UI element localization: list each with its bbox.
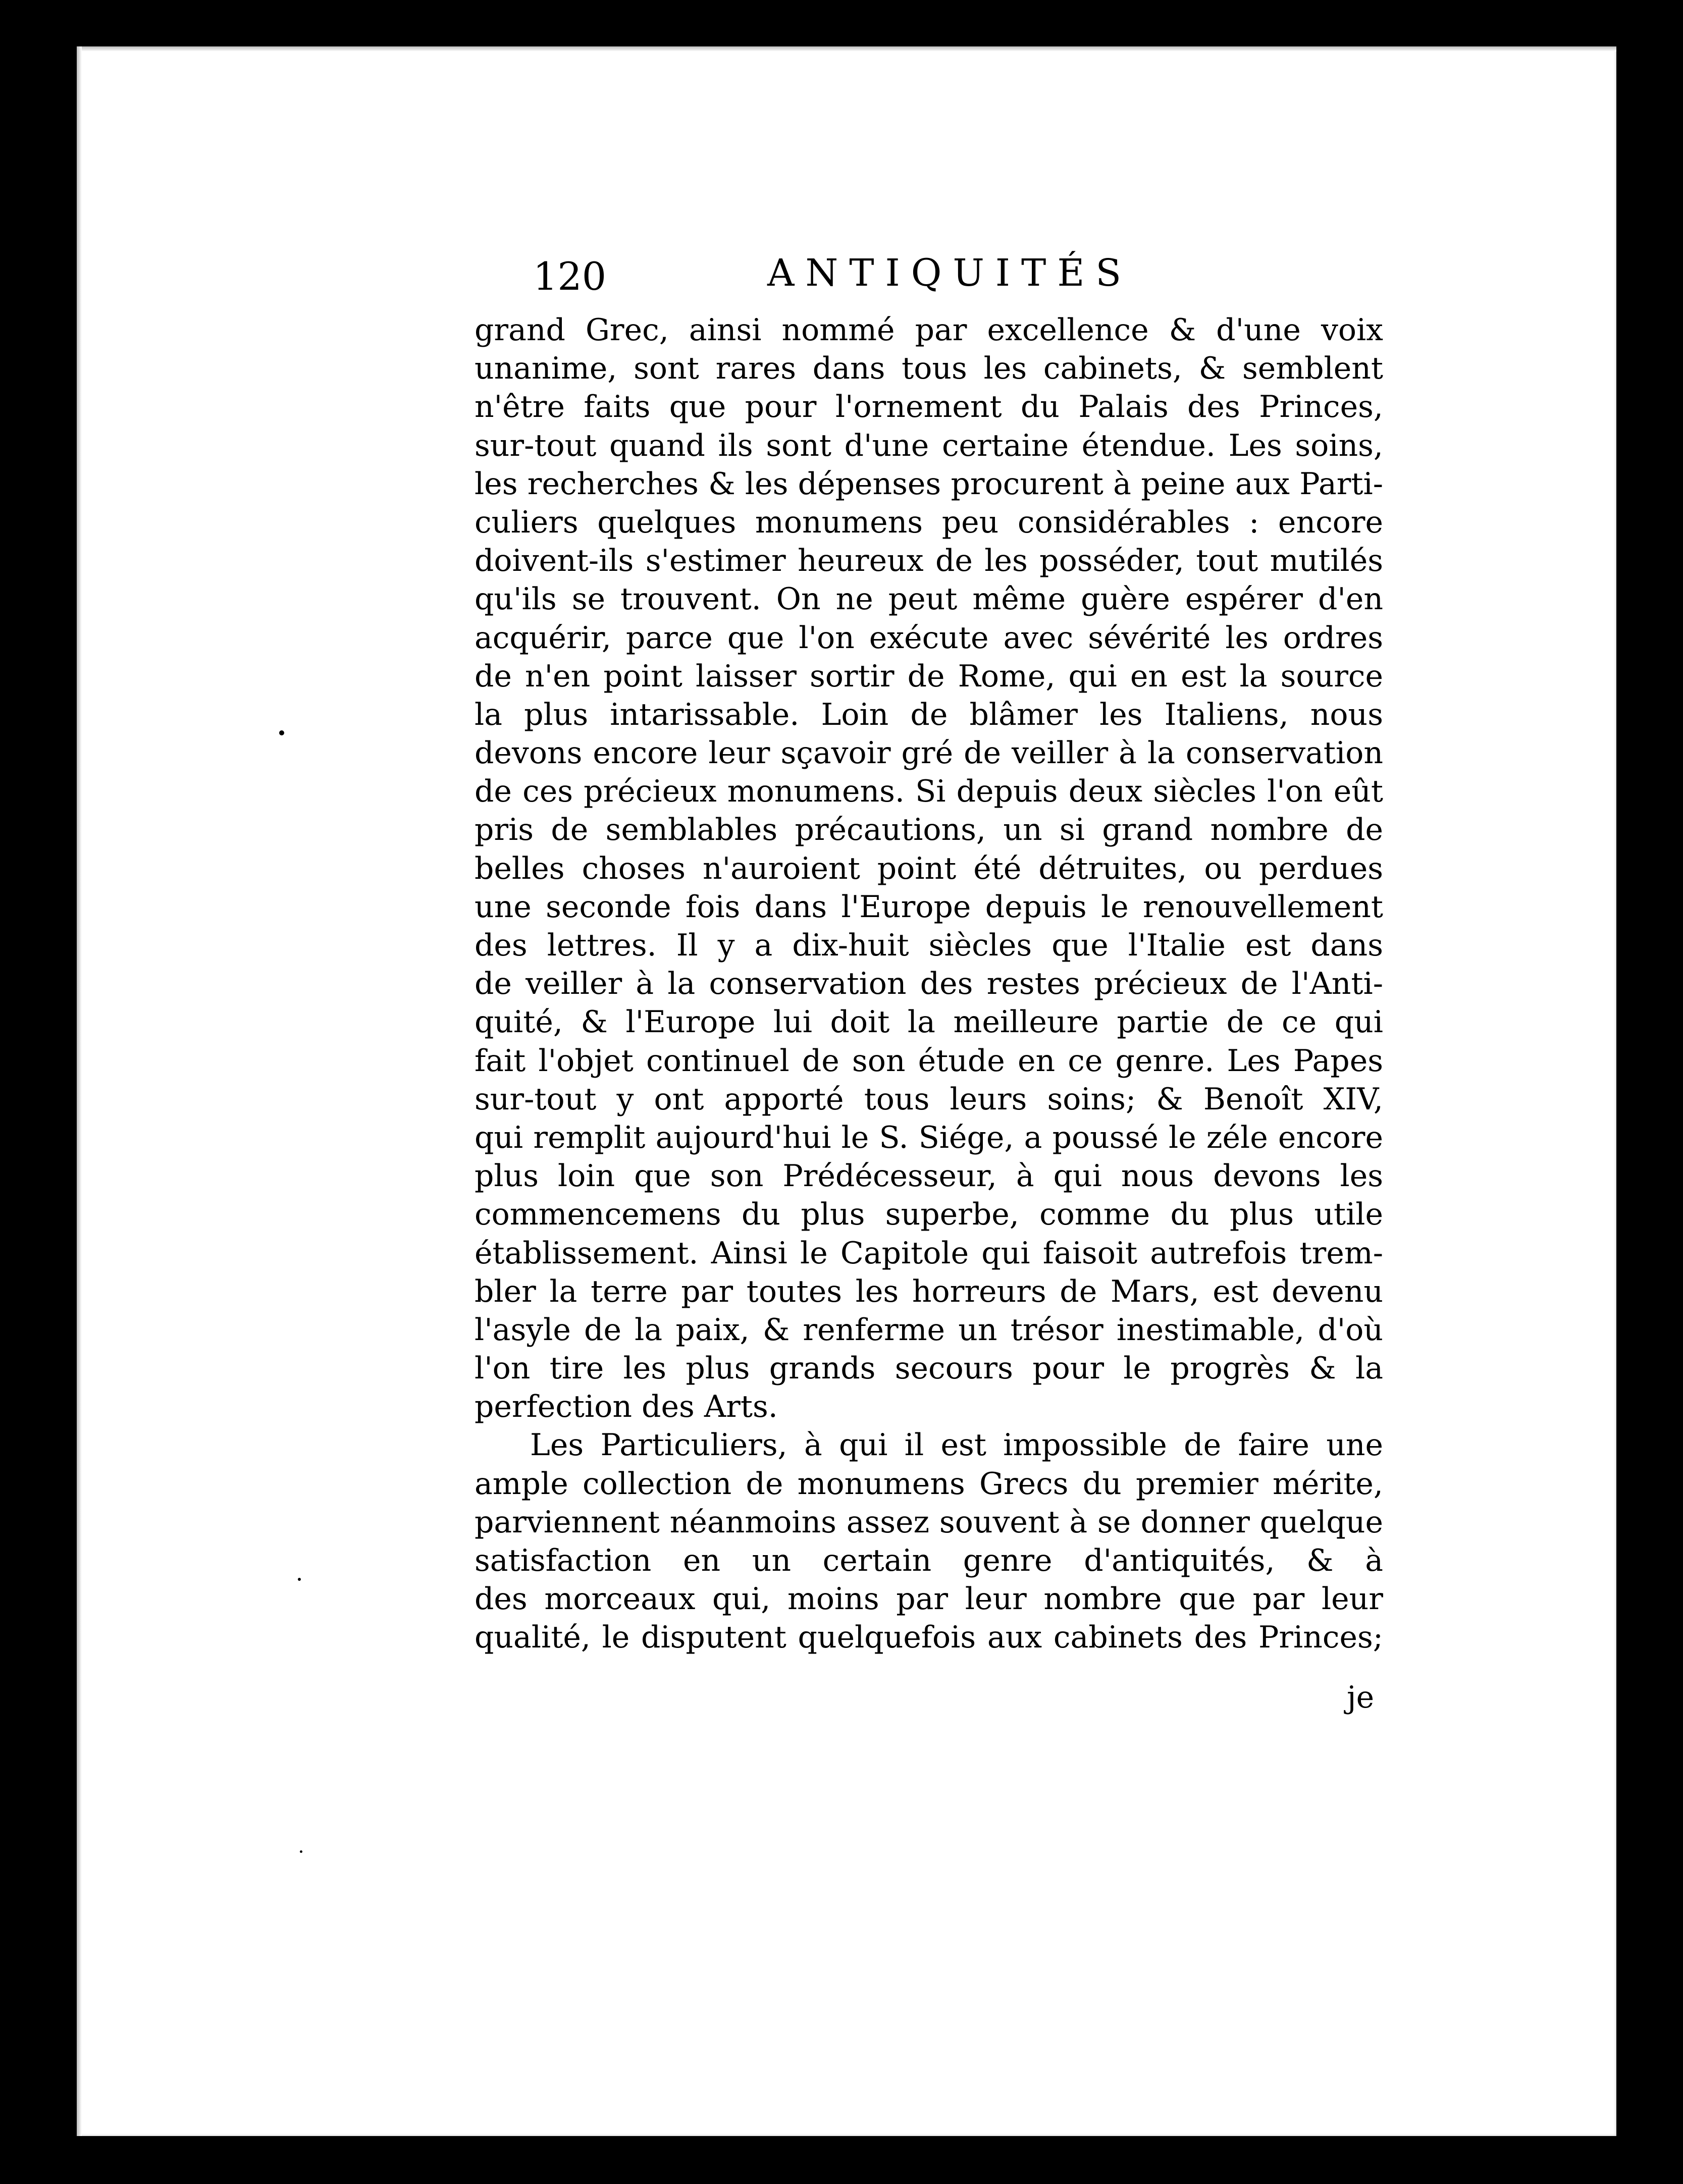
- text-line: de n'en point laisser sortir de Rome, qui en est la source: [475, 658, 1383, 694]
- catchword: je: [1347, 1680, 1375, 1715]
- text-line: ample collection de monumens Grecs du premier mérite,: [475, 1466, 1383, 1502]
- text-line: quité, & l'Europe lui doit la meilleure partie de ce qui: [475, 1004, 1383, 1040]
- ink-speck: [300, 1850, 302, 1853]
- page-top-edge: [77, 46, 1616, 51]
- text-line: sur-tout y ont apporté tous leurs soins; & Benoît XIV,: [475, 1081, 1383, 1117]
- text-line: Les Particuliers, à qui il est impossible de faire une: [530, 1427, 1383, 1463]
- text-line: acquérir, parce que l'on exécute avec sévérité les ordres: [475, 620, 1383, 656]
- ink-speck: [279, 730, 284, 735]
- text-line: n'être faits que pour l'ornement du Palais des Princes,: [475, 389, 1383, 425]
- text-line: satisfaction en un certain genre d'antiquités, & à: [475, 1543, 1383, 1578]
- text-line: des lettres. Il y a dix-huit siècles que l'Italie est dans: [475, 928, 1383, 963]
- running-title: ANTIQUITÉS: [767, 251, 1133, 295]
- text-line: les recherches & les dépenses procurent à peine aux Parti-: [475, 466, 1383, 502]
- running-header: [533, 252, 1204, 313]
- text-line: belles choses n'auroient point été détruites, ou perdues: [475, 850, 1383, 886]
- text-line: commencemens du plus superbe, comme du plus utile: [475, 1197, 1383, 1233]
- text-line: devons encore leur sçavoir gré de veiller à la conservation: [475, 735, 1383, 771]
- text-line: sur-tout quand ils sont d'une certaine étendue. Les soins,: [475, 428, 1383, 463]
- text-line: unanime, sont rares dans tous les cabinets, & semblent: [475, 351, 1383, 387]
- text-line: l'asyle de la paix, & renferme un trésor inestimable, d'où: [475, 1312, 1383, 1348]
- ink-speck: [298, 1578, 301, 1581]
- text-line: de ces précieux monumens. Si depuis deux siècles l'on eût: [475, 774, 1383, 810]
- text-line: établissement. Ainsi le Capitole qui faisoit autrefois trem-: [475, 1235, 1383, 1271]
- text-line: fait l'objet continuel de son étude en ce genre. Les Papes: [475, 1043, 1383, 1079]
- text-line: une seconde fois dans l'Europe depuis le renouvellement: [475, 889, 1383, 925]
- page-number: 120: [533, 254, 607, 299]
- text-line: la plus intarissable. Loin de blâmer les Italiens, nous: [475, 697, 1383, 732]
- text-line: culiers quelques monumens peu considérables : encore: [475, 504, 1383, 540]
- text-line: plus loin que son Prédécesseur, à qui nous devons les: [475, 1158, 1383, 1194]
- text-line: grand Grec, ainsi nommé par excellence & d'une voix: [475, 312, 1383, 348]
- text-line: parviennent néanmoins assez souvent à se donner quelque: [475, 1504, 1383, 1540]
- text-line: des morceaux qui, moins par leur nombre que par leur: [475, 1581, 1383, 1617]
- text-line: bler la terre par toutes les horreurs de Mars, est devenu: [475, 1273, 1383, 1309]
- page-left-edge: [77, 46, 82, 2136]
- body-text: [475, 311, 1383, 1657]
- text-line: l'on tire les plus grands secours pour le progrès & la: [475, 1351, 1383, 1387]
- text-line: qualité, le disputent quelquefois aux cabinets des Princes;: [475, 1620, 1383, 1656]
- text-line: qu'ils se trouvent. On ne peut même guère espérer d'en: [475, 581, 1383, 617]
- text-line: qui remplit aujourd'hui le S. Siége, a poussé le zéle encore: [475, 1120, 1383, 1155]
- text-line: de veiller à la conservation des restes précieux de l'Anti-: [475, 966, 1383, 1002]
- text-line: doivent-ils s'estimer heureux de les posséder, tout mutilés: [475, 543, 1383, 579]
- text-line: pris de semblables précautions, un si grand nombre de: [475, 812, 1383, 848]
- text-line: perfection des Arts.: [475, 1389, 778, 1425]
